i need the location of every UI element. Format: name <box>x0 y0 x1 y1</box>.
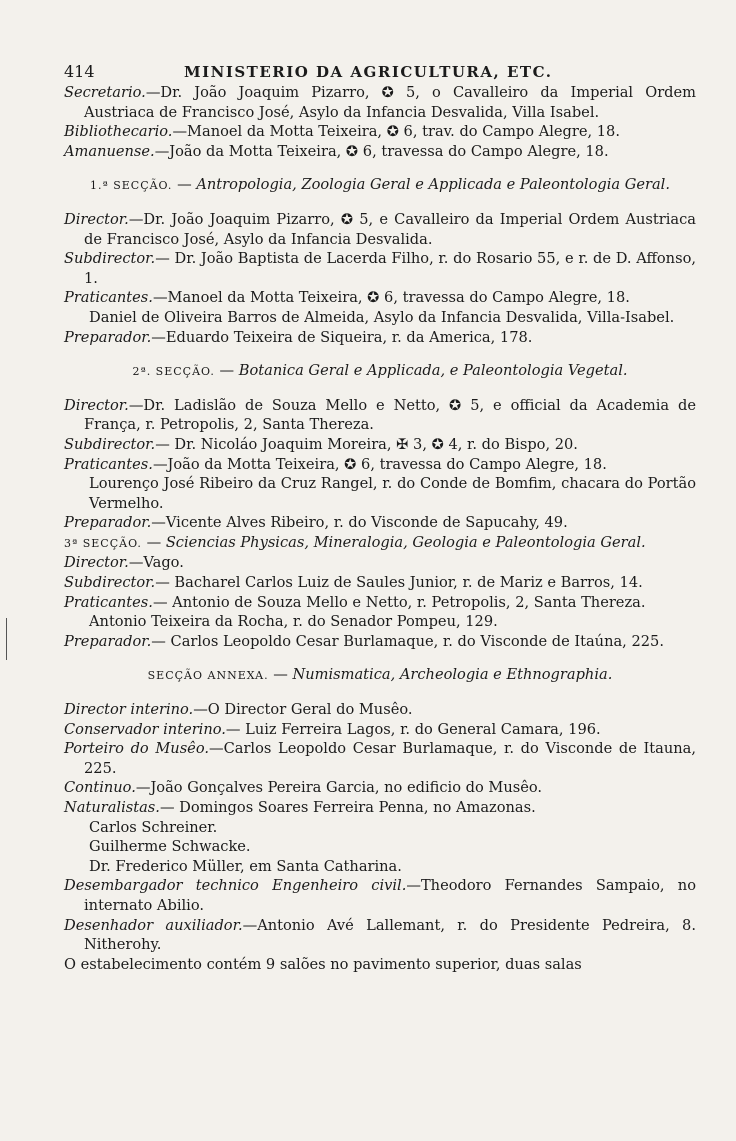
staff-role: Director interino. <box>64 701 194 719</box>
staff-role: Praticantes. <box>64 455 153 473</box>
section-1-heading: 1.ª SECÇÃO. — Antropologia, Zoologia Geral e Applicada e Paleontologia Geral. <box>90 176 670 194</box>
staff-text: — Dr. João Baptista de Lacerda Filho, r. do Rosario 55, e r. de D. Affonso, 1. <box>84 250 696 287</box>
staff-entry <box>64 396 696 435</box>
staff-entry <box>64 249 696 288</box>
staff-entry <box>64 328 696 348</box>
staff-text: —Dr. João Joaquim Pizarro, ✪ 5, o Cavalleiro da Imperial Ordem Austriaca de Francisco José, Asylo da Infancia Desvalida, Villa Isabel. <box>84 84 696 121</box>
annex-entries <box>64 700 696 974</box>
staff-entry-continued <box>64 857 696 877</box>
staff-entry-continued <box>64 837 696 857</box>
staff-entry <box>64 720 696 740</box>
staff-entry <box>64 778 696 798</box>
staff-role: Bibliothecario. <box>64 123 173 141</box>
section-label: 3ª SECÇÃO. <box>64 536 142 550</box>
running-title: MINISTERIO DA AGRICULTURA, ETC. <box>184 63 553 81</box>
section-title: Antropologia, Zoologia Geral e Applicada e Paleontologia Geral. <box>196 176 670 194</box>
staff-entry-continued <box>64 474 696 513</box>
staff-role: Desenhador auxiliador. <box>64 916 243 934</box>
section-3-entries <box>64 553 696 651</box>
section-1-entries <box>64 210 696 347</box>
staff-text: Daniel de Oliveira Barros de Almeida, Asylo da Infancia Desvalida, Villa-Isabel. <box>89 308 675 326</box>
staff-entry <box>64 122 696 142</box>
staff-role: Secretario. <box>64 84 146 101</box>
staff-entry <box>64 455 696 475</box>
section-3-heading: 3ª SECÇÃO. — Sciencias Physicas, Mineralogia, Geologia e Paleontologia Geral. <box>64 533 646 551</box>
staff-role: Subdirector. <box>64 250 156 268</box>
page-header <box>64 62 696 81</box>
staff-text: O estabelecimento contém 9 salões no pavimento superior, duas salas <box>64 955 582 973</box>
staff-text: —Carlos Leopoldo Cesar Burlamaque, r. do Visconde de Itauna, 225. <box>84 740 696 777</box>
staff-text: —João da Motta Teixeira, ✪ 6, travessa do Campo Alegre, 18. <box>154 142 609 160</box>
staff-text: — Luiz Ferreira Lagos, r. do General Camara, 196. <box>225 720 601 738</box>
section-label: 2ª. SECÇÃO. <box>132 365 215 379</box>
staff-role: Subdirector. <box>64 435 156 453</box>
staff-entry <box>64 876 696 915</box>
staff-text: Carlos Schreiner. <box>89 818 218 836</box>
top-staff-list <box>64 83 696 161</box>
staff-entry <box>64 739 696 778</box>
staff-text: Guilherme Schwacke. <box>89 838 251 856</box>
staff-entry <box>64 142 696 162</box>
staff-entry <box>64 798 696 818</box>
staff-text: —Theodoro Fernandes Sampaio, no internato Abilio. <box>84 877 696 914</box>
staff-role: Porteiro do Musêo. <box>64 740 209 758</box>
page-number: 414 <box>64 62 95 81</box>
staff-text: Antonio Teixeira da Rocha, r. do Senador Pompeu, 129. <box>89 613 498 631</box>
staff-entry <box>64 83 696 122</box>
staff-role: Director. <box>64 554 129 572</box>
staff-text: — Carlos Leopoldo Cesar Burlamaque, r. do Visconde de Itaúna, 225. <box>151 632 664 650</box>
staff-entry <box>64 916 696 955</box>
staff-entry <box>64 700 696 720</box>
staff-text: — Bacharel Carlos Luiz de Saules Junior, r. de Mariz e Barros, 14. <box>155 574 643 592</box>
staff-text: —Manoel da Motta Teixeira, ✪ 6, travessa do Campo Alegre, 18. <box>152 289 630 307</box>
section-2-entries <box>64 396 696 533</box>
staff-text: —Dr. Ladislão de Souza Mello e Netto, ✪ 5, e official da Academia de França, r. Petropolis, 2, Santa Thereza. <box>84 396 696 434</box>
staff-role: Preparador. <box>64 514 152 532</box>
staff-entry <box>64 435 696 455</box>
staff-text: —O Director Geral do Musêo. <box>193 701 413 719</box>
staff-text: —João Gonçalves Pereira Garcia, no edificio do Musêo. <box>135 779 543 797</box>
staff-role: Preparador. <box>64 632 152 650</box>
section-title: Sciencias Physicas, Mineralogia, Geologia e Paleontologia Geral. <box>165 533 646 551</box>
staff-entry <box>64 513 696 533</box>
staff-text: —Eduardo Teixeira de Siqueira, r. da America, 178. <box>151 328 533 346</box>
staff-text: —Vago. <box>128 554 184 572</box>
staff-role: Praticantes. <box>64 289 153 307</box>
staff-role: Preparador. <box>64 328 152 346</box>
staff-entry <box>64 593 696 613</box>
staff-text: — Dr. Nicoláo Joaquim Moreira, ✠ 3, ✪ 4, r. do Bispo, 20. <box>155 435 578 453</box>
staff-entry-continued <box>64 308 696 328</box>
staff-entry-continued <box>64 612 696 632</box>
staff-text: —Antonio Avé Lallemant, r. do Presidente Pedreira, 8. Nitherohy. <box>84 916 696 954</box>
staff-entry <box>64 210 696 249</box>
staff-text: —Manoel da Motta Teixeira, ✪ 6, trav. do Campo Alegre, 18. <box>172 123 620 141</box>
staff-role: Subdirector. <box>64 574 156 592</box>
staff-role: Continuo. <box>64 779 136 797</box>
staff-text: — Antonio de Souza Mello e Netto, r. Petropolis, 2, Santa Thereza. <box>152 593 646 611</box>
staff-entry-continued <box>64 818 696 838</box>
staff-text: —Vicente Alves Ribeiro, r. do Visconde de Sapucahy, 49. <box>151 514 568 532</box>
staff-entry <box>64 553 696 573</box>
staff-role: Director. <box>64 396 129 414</box>
section-2-heading: 2ª. SECÇÃO. — Botanica Geral e Applicada, e Paleontologia Vegetal. <box>132 362 628 380</box>
staff-role: Director. <box>64 210 129 228</box>
staff-entry <box>64 288 696 308</box>
section-label: SECÇÃO ANNEXA. <box>147 669 269 683</box>
staff-text: Dr. Frederico Müller, em Santa Catharina. <box>89 857 402 875</box>
section-label: 1.ª SECÇÃO. <box>90 179 173 193</box>
staff-role: Conservador interino. <box>64 720 226 738</box>
staff-entry <box>64 632 696 652</box>
staff-text: — Domingos Soares Ferreira Penna, no Amazonas. <box>159 799 536 816</box>
staff-text: —João da Motta Teixeira, ✪ 6, travessa do Campo Alegre, 18. <box>152 455 607 473</box>
staff-text: —Dr. João Joaquim Pizarro, ✪ 5, e Cavalleiro da Imperial Ordem Austriaca de Francisco José, Asylo da Infancia Desvalida. <box>84 210 696 248</box>
staff-role: Naturalistas. <box>64 799 160 816</box>
staff-entry <box>64 573 696 593</box>
section-title: Botanica Geral e Applicada, e Paleontologia Vegetal. <box>238 362 628 380</box>
staff-role: Amanuense. <box>64 142 155 160</box>
staff-entry-continued <box>64 955 696 975</box>
staff-role: Praticantes. <box>64 593 153 611</box>
staff-role: Desembargador technico Engenheiro civil. <box>64 877 407 895</box>
annex-section-heading: SECÇÃO ANNEXA. — Numismatica, Archeologia e Ethnographia. <box>147 666 613 684</box>
margin-mark <box>6 618 7 660</box>
section-title: Numismatica, Archeologia e Ethnographia. <box>292 666 613 684</box>
staff-text: Lourenço José Ribeiro da Cruz Rangel, r. do Conde de Bomfim, chacara do Portão Vermelho. <box>89 475 696 512</box>
